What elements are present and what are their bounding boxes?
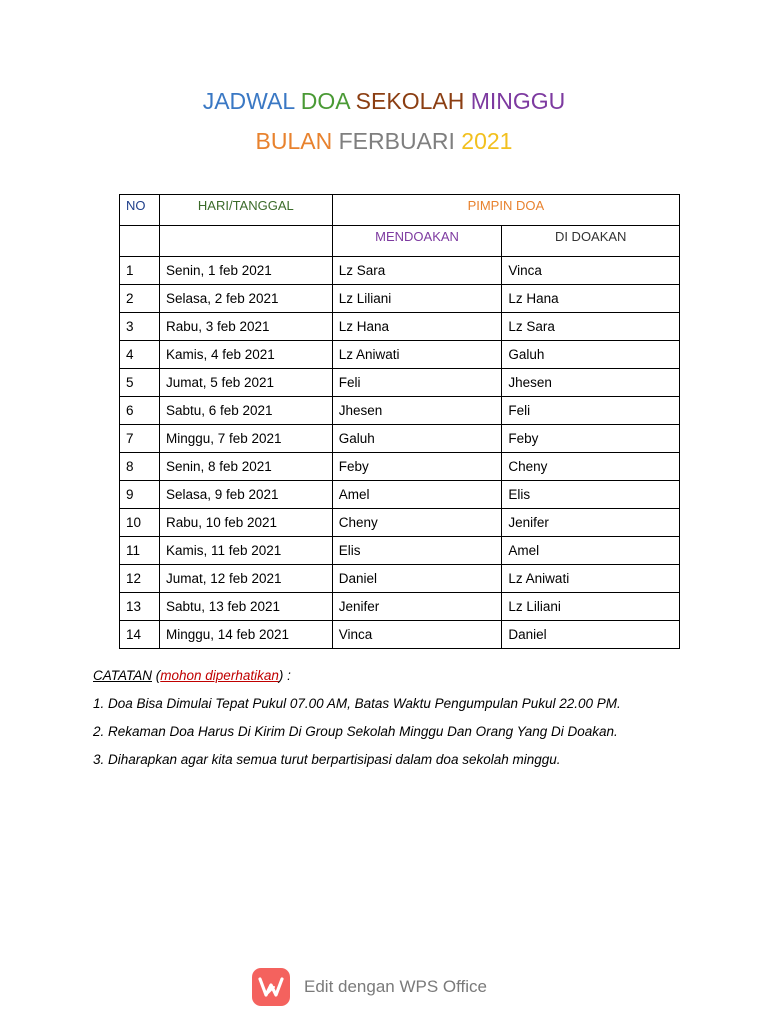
table-head: [120, 195, 680, 257]
cell-prays: Lz Liliani: [332, 285, 502, 313]
table-body: [120, 257, 680, 649]
cell-prays: Cheny: [332, 509, 502, 537]
cell-prays: Vinca: [332, 621, 502, 649]
wps-office-logo-icon: [252, 968, 290, 1006]
cell-prayed-for: Lz Hana: [502, 285, 680, 313]
cell-prayed-for: Lz Liliani: [502, 593, 680, 621]
cell-day-date: Rabu, 3 feb 2021: [159, 313, 332, 341]
cell-no: 2: [120, 285, 160, 313]
cell-day-date: Jumat, 12 feb 2021: [159, 565, 332, 593]
cell-prayed-for: Feli: [502, 397, 680, 425]
cell-prayed-for: Lz Aniwati: [502, 565, 680, 593]
subheader-empty-cell: [120, 226, 160, 257]
cell-prays: Lz Hana: [332, 313, 502, 341]
title-word: 2021: [461, 128, 513, 154]
footer-text: Edit dengan WPS Office: [304, 977, 488, 996]
cell-no: 6: [120, 397, 160, 425]
cell-prayed-for: Galuh: [502, 341, 680, 369]
notes-open-paren: (: [155, 668, 161, 683]
cell-prayed-for: Lz Sara: [502, 313, 680, 341]
note-item: 1. Doa Bisa Dimulai Tepat Pukul 07.00 AM, Batas Waktu Pengumpulan Pukul 22.00 PM.: [93, 696, 621, 711]
cell-prays: Feby: [332, 453, 502, 481]
table-row: [120, 509, 680, 537]
table-row: [120, 593, 680, 621]
cell-no: 11: [120, 537, 160, 565]
title-line-1: [0, 86, 768, 116]
cell-prayed-for: Elis: [502, 481, 680, 509]
table-row: [120, 565, 680, 593]
cell-no: 1: [120, 257, 160, 285]
cell-no: 10: [120, 509, 160, 537]
cell-prays: Lz Aniwati: [332, 341, 502, 369]
wps-footer[interactable]: [252, 968, 487, 1006]
title-word: FERBUARI: [338, 128, 455, 154]
table-row: [120, 425, 680, 453]
cell-prays: Amel: [332, 481, 502, 509]
header-day-date: HARI/TANGGAL: [159, 195, 332, 226]
subheader-empty-cell: [159, 226, 332, 257]
cell-day-date: Selasa, 2 feb 2021: [159, 285, 332, 313]
cell-no: 4: [120, 341, 160, 369]
table-row: [120, 397, 680, 425]
table-row: [120, 621, 680, 649]
cell-day-date: Sabtu, 13 feb 2021: [159, 593, 332, 621]
header-row: [120, 195, 680, 226]
header-no: NO: [120, 195, 160, 226]
cell-prayed-for: Cheny: [502, 453, 680, 481]
cell-day-date: Senin, 8 feb 2021: [159, 453, 332, 481]
cell-no: 3: [120, 313, 160, 341]
table-row: [120, 481, 680, 509]
note-item: 2. Rekaman Doa Harus Di Kirim Di Group Sekolah Minggu Dan Orang Yang Di Doakan.: [93, 724, 618, 739]
cell-day-date: Kamis, 11 feb 2021: [159, 537, 332, 565]
title-line-2: [0, 126, 768, 156]
subheader-row: [120, 226, 680, 257]
prayer-schedule-table: [119, 194, 680, 649]
table-row: [120, 537, 680, 565]
cell-day-date: Kamis, 4 feb 2021: [159, 341, 332, 369]
cell-prays: Daniel: [332, 565, 502, 593]
title-word: BULAN: [255, 128, 333, 154]
cell-prayed-for: Vinca: [502, 257, 680, 285]
title-word: MINGGU: [470, 88, 566, 114]
title-word: JADWAL: [202, 88, 295, 114]
cell-day-date: Jumat, 5 feb 2021: [159, 369, 332, 397]
cell-no: 12: [120, 565, 160, 593]
header-prayer-leader: PIMPIN DOA: [332, 195, 679, 226]
cell-day-date: Rabu, 10 feb 2021: [159, 509, 332, 537]
cell-prays: Jenifer: [332, 593, 502, 621]
notes-label: CATATAN: [93, 668, 152, 683]
cell-prayed-for: Daniel: [502, 621, 680, 649]
table-row: [120, 257, 680, 285]
cell-prayed-for: Amel: [502, 537, 680, 565]
cell-day-date: Sabtu, 6 feb 2021: [159, 397, 332, 425]
cell-no: 9: [120, 481, 160, 509]
cell-no: 7: [120, 425, 160, 453]
notes-close: ) :: [278, 668, 291, 683]
table-row: [120, 369, 680, 397]
title-word: DOA: [300, 88, 350, 114]
cell-prays: Lz Sara: [332, 257, 502, 285]
cell-no: 13: [120, 593, 160, 621]
cell-prays: Elis: [332, 537, 502, 565]
note-item: 3. Diharapkan agar kita semua turut berpartisipasi dalam doa sekolah minggu.: [93, 752, 561, 767]
cell-prays: Galuh: [332, 425, 502, 453]
notes-attention: mohon diperhatikan: [160, 668, 279, 683]
subheader-prays: MENDOAKAN: [332, 226, 502, 257]
cell-no: 14: [120, 621, 160, 649]
cell-prays: Feli: [332, 369, 502, 397]
cell-day-date: Senin, 1 feb 2021: [159, 257, 332, 285]
cell-prays: Jhesen: [332, 397, 502, 425]
cell-prayed-for: Feby: [502, 425, 680, 453]
cell-prayed-for: Jhesen: [502, 369, 680, 397]
cell-day-date: Minggu, 7 feb 2021: [159, 425, 332, 453]
table-row: [120, 341, 680, 369]
cell-no: 5: [120, 369, 160, 397]
table-row: [120, 313, 680, 341]
table-row: [120, 453, 680, 481]
title-word: SEKOLAH: [355, 88, 465, 114]
cell-day-date: Minggu, 14 feb 2021: [159, 621, 332, 649]
cell-prayed-for: Jenifer: [502, 509, 680, 537]
cell-day-date: Selasa, 9 feb 2021: [159, 481, 332, 509]
table-row: [120, 285, 680, 313]
notes-section: [93, 667, 713, 779]
cell-no: 8: [120, 453, 160, 481]
subheader-prayed-for: DI DOAKAN: [502, 226, 680, 257]
notes-heading: [93, 667, 713, 684]
